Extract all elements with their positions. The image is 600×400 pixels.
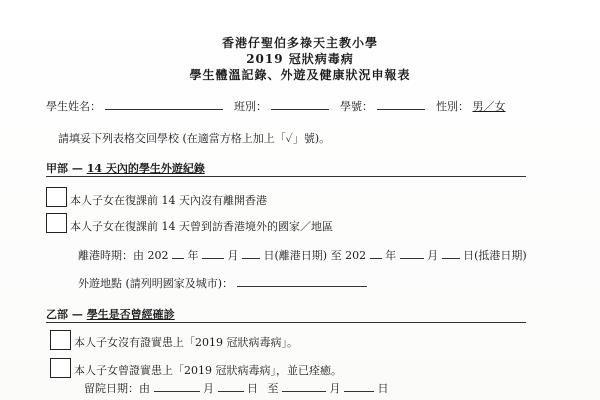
leave-month-suffix: 月 [227, 249, 239, 262]
student-info-row [46, 98, 506, 114]
section-a-option2-checkbox[interactable] [46, 213, 67, 233]
section-a-option1-label: 本人子女在復課前 14 天內沒有離開香港 [70, 194, 267, 207]
class-field[interactable] [271, 99, 329, 110]
departure-label: 離港時期：由 202 [78, 249, 169, 262]
return-day-field[interactable] [442, 248, 460, 259]
name-field[interactable] [105, 99, 223, 110]
destination-row [78, 275, 367, 291]
section-a-prefix: 甲部 — [46, 162, 83, 175]
section-a-heading [46, 160, 205, 176]
return-year-suffix: 年 [385, 249, 397, 262]
leave-year-field[interactable] [172, 248, 184, 259]
discharge-day-field[interactable] [344, 381, 374, 392]
section-b-option1-label: 本人子女沒有證實患上「2019 冠狀病毒病」。 [74, 336, 298, 349]
leave-day-field[interactable] [242, 248, 260, 259]
section-b-option2-label: 本人子女曾證實患上「2019 冠狀病毒病」，並已痊癒。 [74, 364, 342, 377]
school-name: 香港仔聖伯多祿天主教小學 [221, 36, 378, 50]
class-label: 班別： [234, 100, 267, 113]
section-b-divider [46, 322, 526, 323]
admit-day-suffix: 日 [247, 382, 258, 395]
section-b-prefix: 乙部 — [46, 308, 83, 321]
discharge-month-field[interactable] [282, 381, 326, 392]
section-a-title: 14 天內的學生外遊紀錄 [86, 162, 205, 175]
section-a-option2-label: 本人子女在復課前 14 天曾到訪香港境外的國家／地區 [70, 220, 333, 233]
section-b-option2-checkbox[interactable] [50, 358, 71, 378]
leave-day-label: 日(離港日期) 至 202 [263, 249, 367, 262]
destination-label: 外遊地點 (請列明國家及城市)： [78, 277, 234, 290]
admit-month-field[interactable] [154, 381, 200, 392]
section-b-heading [46, 306, 175, 322]
number-field[interactable] [377, 99, 425, 110]
section-a-divider [46, 176, 526, 177]
section-b-title: 學生是否曾經確診 [86, 308, 175, 321]
number-label: 學號： [340, 100, 373, 113]
leave-year-suffix: 年 [187, 249, 199, 262]
admit-day-field[interactable] [218, 381, 244, 392]
return-month-suffix: 月 [427, 249, 439, 262]
section-a-option1-checkbox[interactable] [46, 187, 67, 207]
discharge-day-suffix: 日 [377, 382, 389, 395]
section-b-option1-checkbox[interactable] [50, 330, 71, 350]
leave-month-field[interactable] [202, 248, 224, 259]
hospital-period-row [84, 380, 389, 396]
departure-period-row [78, 247, 527, 263]
form-title: 學生體溫記錄、外遊及健康狀況申報表 [189, 68, 411, 82]
return-day-label: 日(抵港日期) [463, 249, 527, 262]
name-label: 學生姓名： [46, 100, 101, 113]
instruction-text: 請填妥下列表格交回學校 (在適當方格上加上「✓」號)。 [58, 132, 331, 145]
discharge-month-suffix: 月 [329, 382, 341, 395]
gender-options[interactable]: 男／女 [472, 100, 506, 113]
gender-label: 性別： [436, 100, 469, 113]
admit-month-suffix: 月 [203, 382, 214, 395]
destination-field[interactable] [237, 276, 367, 287]
form-subject: 2019 冠狀病毒病 [246, 52, 354, 66]
return-month-field[interactable] [400, 248, 424, 259]
return-year-field[interactable] [370, 248, 382, 259]
hospital-label: 留院日期：由 [84, 382, 150, 395]
to-label: 至 [267, 382, 279, 395]
